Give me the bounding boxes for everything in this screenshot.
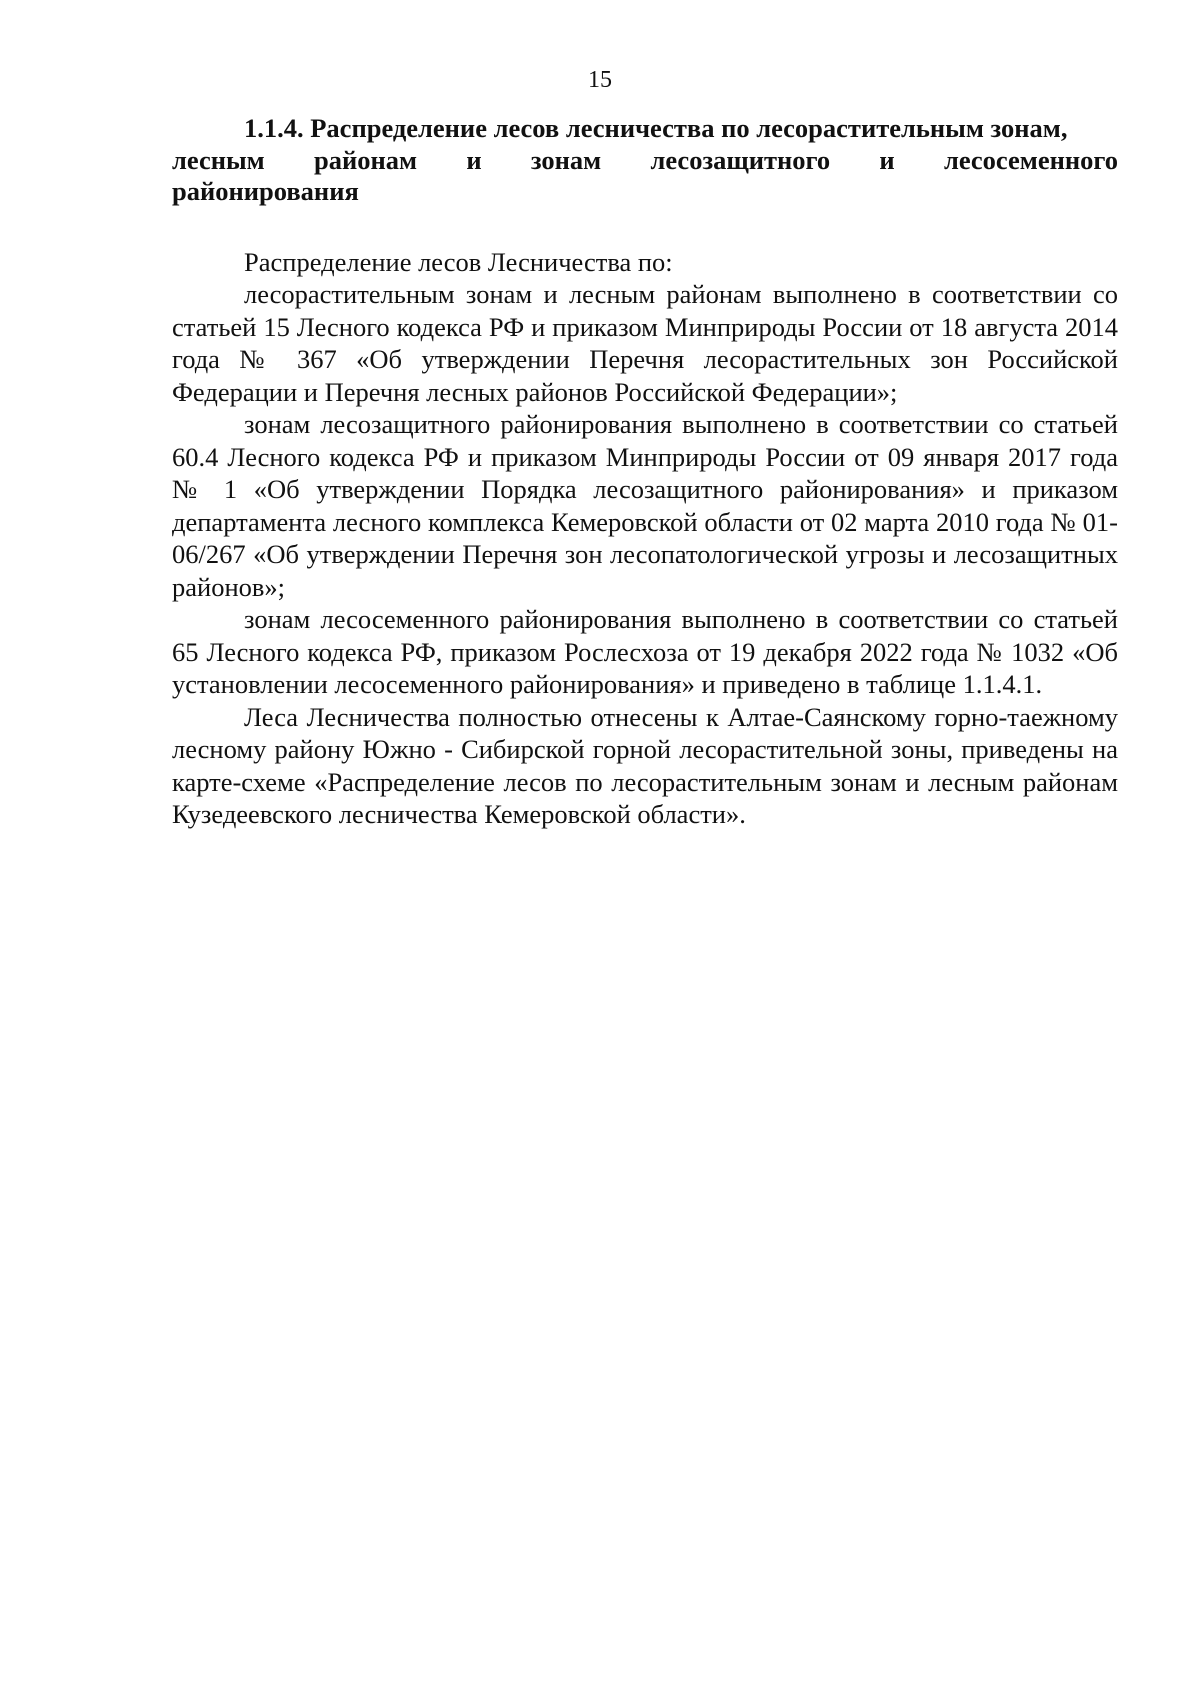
- section-heading-line-2: лесным районам и зонам лесозащитного и лесосеменного: [172, 144, 1118, 175]
- section-heading-line-3: районирования: [172, 176, 359, 206]
- body-text: [172, 246, 1118, 831]
- paragraph-forest-protection-zones: зонам лесозащитного районирования выполнено в соответствии со статьей 60.4 Лесного кодекса РФ и приказом Минприроды России от 09 января 2017 года № 1 «Об утверждении Порядка лесозащитного районирования» и приказом департамента лесного комплекса Кемеровской области от 02 марта 2010 года № 01-06/267 «Об утверждении Перечня зон лесопатологической угрозы и лесозащитных районов»;: [172, 409, 1118, 602]
- section-heading-line-1: 1.1.4. Распределение лесов лесничества по лесорастительным зонам,: [244, 113, 1068, 143]
- paragraph-forest-zones: лесорастительным зонам и лесным районам выполнено в соответствии со статьей 15 Лесного кодекса РФ и приказом Минприроды России от 18 августа 2014 года № 367 «Об утверждении Перечня лесорастительных зон Российской Федерации и Перечня лесных районов Российской Федерации»;: [172, 279, 1118, 407]
- document-body: [172, 113, 1118, 831]
- paragraph-intro: Распределение лесов Лесничества по:: [244, 246, 673, 277]
- section-heading: [172, 113, 1118, 208]
- paragraph-forest-district: Леса Лесничества полностью отнесены к Алтае-Саянскому горно-таежному лесному району Южно - Сибирской горной лесорастительной зоны, приведены на карте-схеме «Распределение лесов по лесорастительным зонам и лесным районам Кузедеевского лесничества Кемеровской области».: [172, 701, 1118, 829]
- paragraph-seed-zones: зонам лесосеменного районирования выполнено в соответствии со статьей 65 Лесного кодекса РФ, приказом Рослесхоза от 19 декабря 2022 года № 1032 «Об установлении лесосеменного районирования» и приведено в таблице 1.1.4.1.: [172, 604, 1118, 699]
- page-number: 15: [588, 67, 612, 93]
